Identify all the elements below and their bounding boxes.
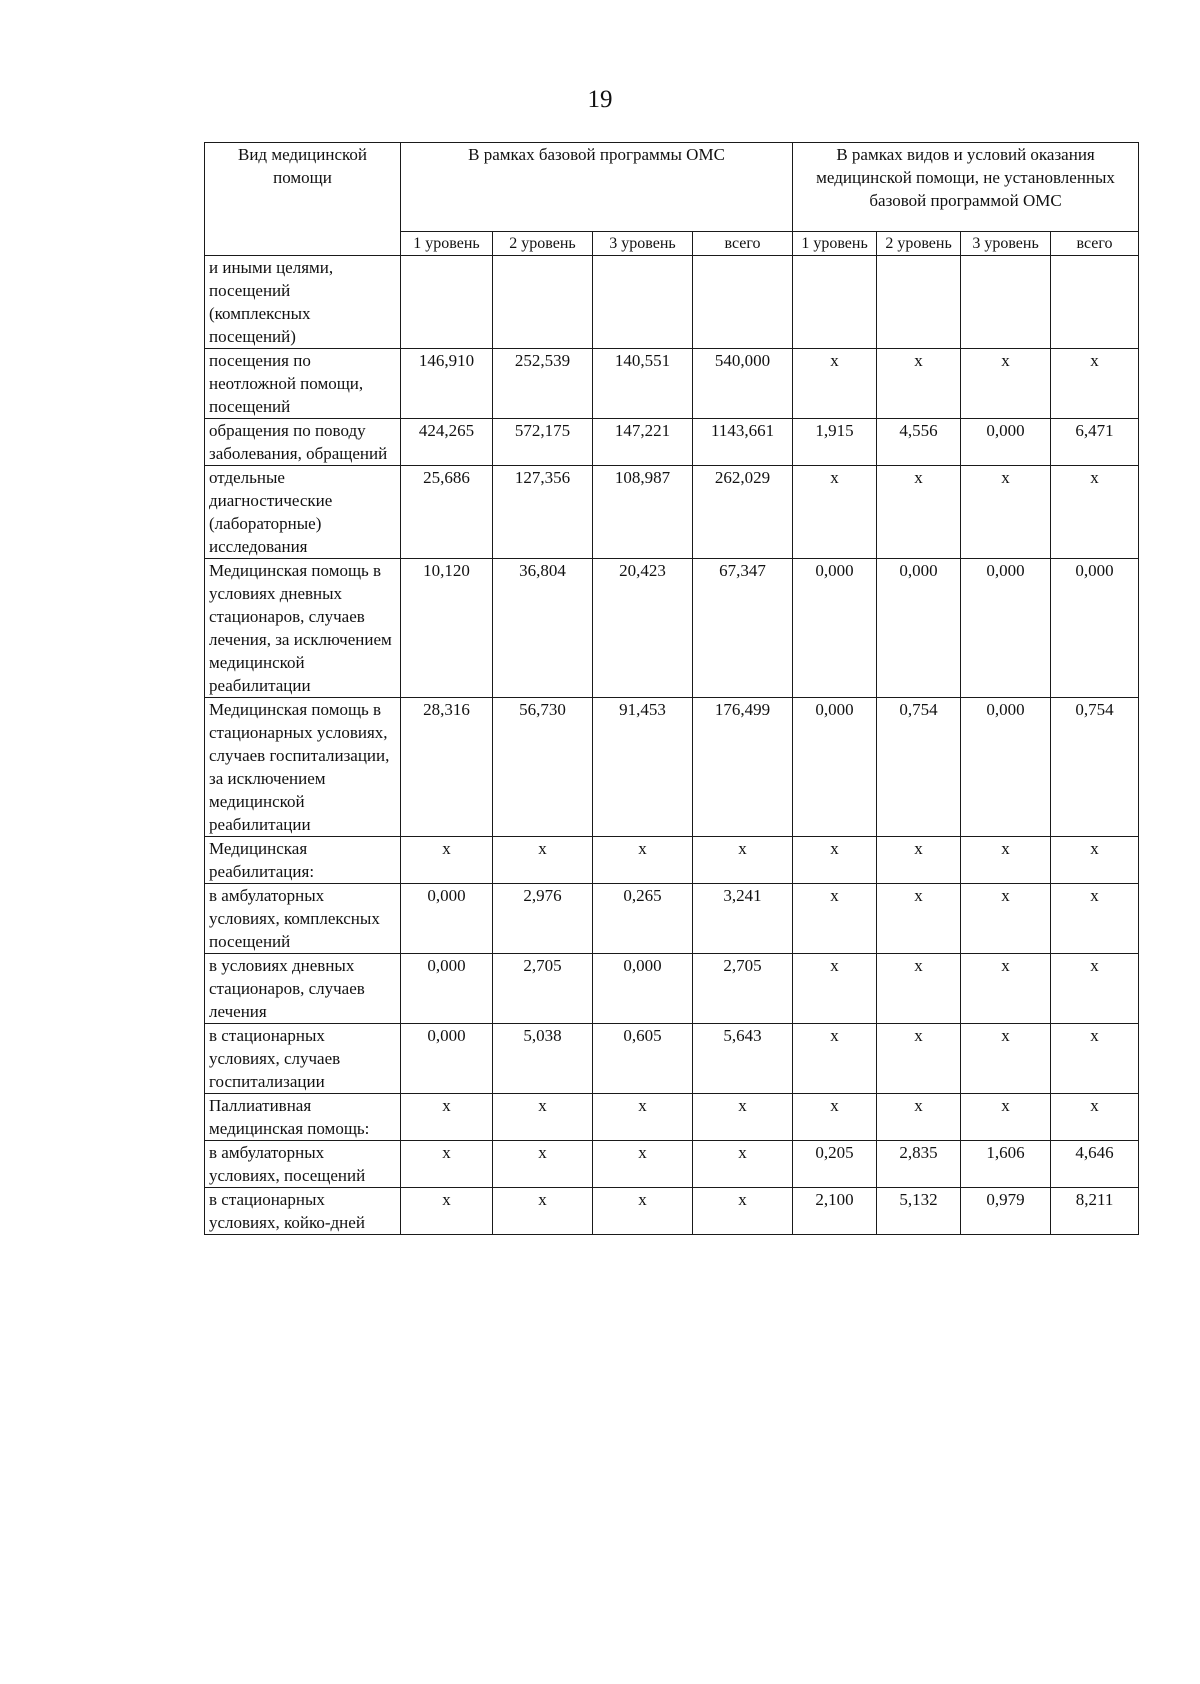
table-row: [205, 349, 1139, 419]
value-cell: 0,000: [793, 698, 877, 837]
value-cell: 5,038: [493, 1024, 593, 1094]
value-cell: 0,000: [1051, 559, 1139, 698]
value-cell: 2,705: [693, 954, 793, 1024]
value-cell: 36,804: [493, 559, 593, 698]
value-cell: [877, 256, 961, 349]
header-care-type: Вид медицинской помощи: [205, 143, 401, 256]
value-cell: 0,000: [401, 954, 493, 1024]
header-level: 2 уровень: [493, 232, 593, 256]
table-row: [205, 837, 1139, 884]
value-cell: 0,000: [961, 419, 1051, 466]
value-cell: [693, 256, 793, 349]
table-row: [205, 1094, 1139, 1141]
value-cell: 67,347: [693, 559, 793, 698]
value-cell: 8,211: [1051, 1188, 1139, 1235]
value-cell: 2,100: [793, 1188, 877, 1235]
value-cell: х: [793, 349, 877, 419]
value-cell: х: [1051, 884, 1139, 954]
value-cell: х: [1051, 1024, 1139, 1094]
value-cell: х: [593, 1188, 693, 1235]
table-row: [205, 698, 1139, 837]
value-cell: 127,356: [493, 466, 593, 559]
row-label: обращения по поводу заболевания, обращений: [205, 419, 401, 466]
value-cell: х: [693, 837, 793, 884]
row-label: в стационарных условиях, случаев госпитализации: [205, 1024, 401, 1094]
value-cell: 5,132: [877, 1188, 961, 1235]
value-cell: 0,979: [961, 1188, 1051, 1235]
value-cell: х: [877, 837, 961, 884]
value-cell: [593, 256, 693, 349]
value-cell: 540,000: [693, 349, 793, 419]
value-cell: 1143,661: [693, 419, 793, 466]
value-cell: х: [1051, 837, 1139, 884]
value-cell: 252,539: [493, 349, 593, 419]
value-cell: х: [877, 466, 961, 559]
table-row: [205, 256, 1139, 349]
value-cell: 91,453: [593, 698, 693, 837]
row-label: посещения по неотложной помощи, посещений: [205, 349, 401, 419]
value-cell: 2,705: [493, 954, 593, 1024]
header-level: 3 уровень: [593, 232, 693, 256]
table-row: [205, 466, 1139, 559]
medical-care-volume-table: [204, 142, 1139, 1235]
value-cell: 1,606: [961, 1141, 1051, 1188]
value-cell: х: [961, 1024, 1051, 1094]
value-cell: 4,646: [1051, 1141, 1139, 1188]
header-level: 1 уровень: [793, 232, 877, 256]
row-label: в амбулаторных условиях, комплексных посещений: [205, 884, 401, 954]
value-cell: 2,835: [877, 1141, 961, 1188]
value-cell: 146,910: [401, 349, 493, 419]
header-level: 2 уровень: [877, 232, 961, 256]
value-cell: х: [493, 1141, 593, 1188]
value-cell: х: [1051, 954, 1139, 1024]
row-label: отдельные диагностические (лабораторные) исследования: [205, 466, 401, 559]
table-row: [205, 419, 1139, 466]
value-cell: х: [877, 1094, 961, 1141]
table-row: [205, 1141, 1139, 1188]
value-cell: х: [493, 1094, 593, 1141]
value-cell: х: [793, 954, 877, 1024]
value-cell: х: [961, 349, 1051, 419]
row-label: Медицинская помощь в стационарных условиях, случаев госпитализации, за исключением медицинской реабилитации: [205, 698, 401, 837]
header-group-base-program: В рамках базовой программы ОМС: [401, 143, 793, 232]
value-cell: х: [493, 837, 593, 884]
value-cell: 5,643: [693, 1024, 793, 1094]
value-cell: 0,205: [793, 1141, 877, 1188]
value-cell: 10,120: [401, 559, 493, 698]
row-label: в условиях дневных стационаров, случаев лечения: [205, 954, 401, 1024]
row-label: Паллиативная медицинская помощь:: [205, 1094, 401, 1141]
table-row: [205, 1188, 1139, 1235]
value-cell: 140,551: [593, 349, 693, 419]
header-level: 3 уровень: [961, 232, 1051, 256]
value-cell: 0,000: [401, 1024, 493, 1094]
header-level: 1 уровень: [401, 232, 493, 256]
value-cell: х: [693, 1188, 793, 1235]
value-cell: х: [793, 884, 877, 954]
value-cell: 572,175: [493, 419, 593, 466]
value-cell: х: [877, 349, 961, 419]
value-cell: х: [401, 837, 493, 884]
value-cell: х: [401, 1094, 493, 1141]
value-cell: 147,221: [593, 419, 693, 466]
value-cell: 0,000: [593, 954, 693, 1024]
value-cell: 0,754: [877, 698, 961, 837]
value-cell: х: [961, 884, 1051, 954]
value-cell: 25,686: [401, 466, 493, 559]
value-cell: х: [961, 1094, 1051, 1141]
value-cell: 424,265: [401, 419, 493, 466]
value-cell: 0,000: [877, 559, 961, 698]
table-row: [205, 1024, 1139, 1094]
value-cell: 4,556: [877, 419, 961, 466]
value-cell: 0,605: [593, 1024, 693, 1094]
table-row: [205, 954, 1139, 1024]
value-cell: х: [1051, 466, 1139, 559]
value-cell: х: [793, 1024, 877, 1094]
header-group-outside-base-program: В рамках видов и условий оказания медицинской помощи, не установленных базовой программой ОМС: [793, 143, 1139, 232]
value-cell: х: [693, 1094, 793, 1141]
row-label: Медицинская помощь в условиях дневных стационаров, случаев лечения, за исключением медицинской реабилитации: [205, 559, 401, 698]
value-cell: 0,000: [961, 698, 1051, 837]
value-cell: [793, 256, 877, 349]
value-cell: 56,730: [493, 698, 593, 837]
value-cell: х: [961, 837, 1051, 884]
value-cell: х: [593, 837, 693, 884]
value-cell: 0,754: [1051, 698, 1139, 837]
value-cell: 20,423: [593, 559, 693, 698]
value-cell: х: [877, 884, 961, 954]
value-cell: 262,029: [693, 466, 793, 559]
value-cell: [401, 256, 493, 349]
header-level: всего: [1051, 232, 1139, 256]
value-cell: х: [793, 466, 877, 559]
row-label: в стационарных условиях, койко-дней: [205, 1188, 401, 1235]
value-cell: 0,000: [961, 559, 1051, 698]
value-cell: х: [961, 954, 1051, 1024]
header-level: всего: [693, 232, 793, 256]
value-cell: [961, 256, 1051, 349]
value-cell: 0,000: [793, 559, 877, 698]
value-cell: 2,976: [493, 884, 593, 954]
value-cell: х: [693, 1141, 793, 1188]
value-cell: [493, 256, 593, 349]
header-row-groups: [205, 143, 1139, 232]
value-cell: х: [961, 466, 1051, 559]
table-row: [205, 884, 1139, 954]
value-cell: х: [493, 1188, 593, 1235]
value-cell: х: [593, 1141, 693, 1188]
value-cell: 1,915: [793, 419, 877, 466]
value-cell: 6,471: [1051, 419, 1139, 466]
value-cell: 0,000: [401, 884, 493, 954]
value-cell: х: [593, 1094, 693, 1141]
row-label: и иными целями, посещений (комплексных посещений): [205, 256, 401, 349]
value-cell: х: [877, 1024, 961, 1094]
value-cell: 3,241: [693, 884, 793, 954]
value-cell: 176,499: [693, 698, 793, 837]
value-cell: х: [793, 837, 877, 884]
value-cell: х: [1051, 1094, 1139, 1141]
value-cell: [1051, 256, 1139, 349]
value-cell: х: [1051, 349, 1139, 419]
value-cell: х: [877, 954, 961, 1024]
value-cell: 28,316: [401, 698, 493, 837]
value-cell: 108,987: [593, 466, 693, 559]
table-body: [205, 256, 1139, 1235]
table-row: [205, 559, 1139, 698]
value-cell: х: [401, 1188, 493, 1235]
page-number: 19: [587, 86, 613, 113]
value-cell: х: [401, 1141, 493, 1188]
value-cell: х: [793, 1094, 877, 1141]
row-label: Медицинская реабилитация:: [205, 837, 401, 884]
value-cell: 0,265: [593, 884, 693, 954]
row-label: в амбулаторных условиях, посещений: [205, 1141, 401, 1188]
